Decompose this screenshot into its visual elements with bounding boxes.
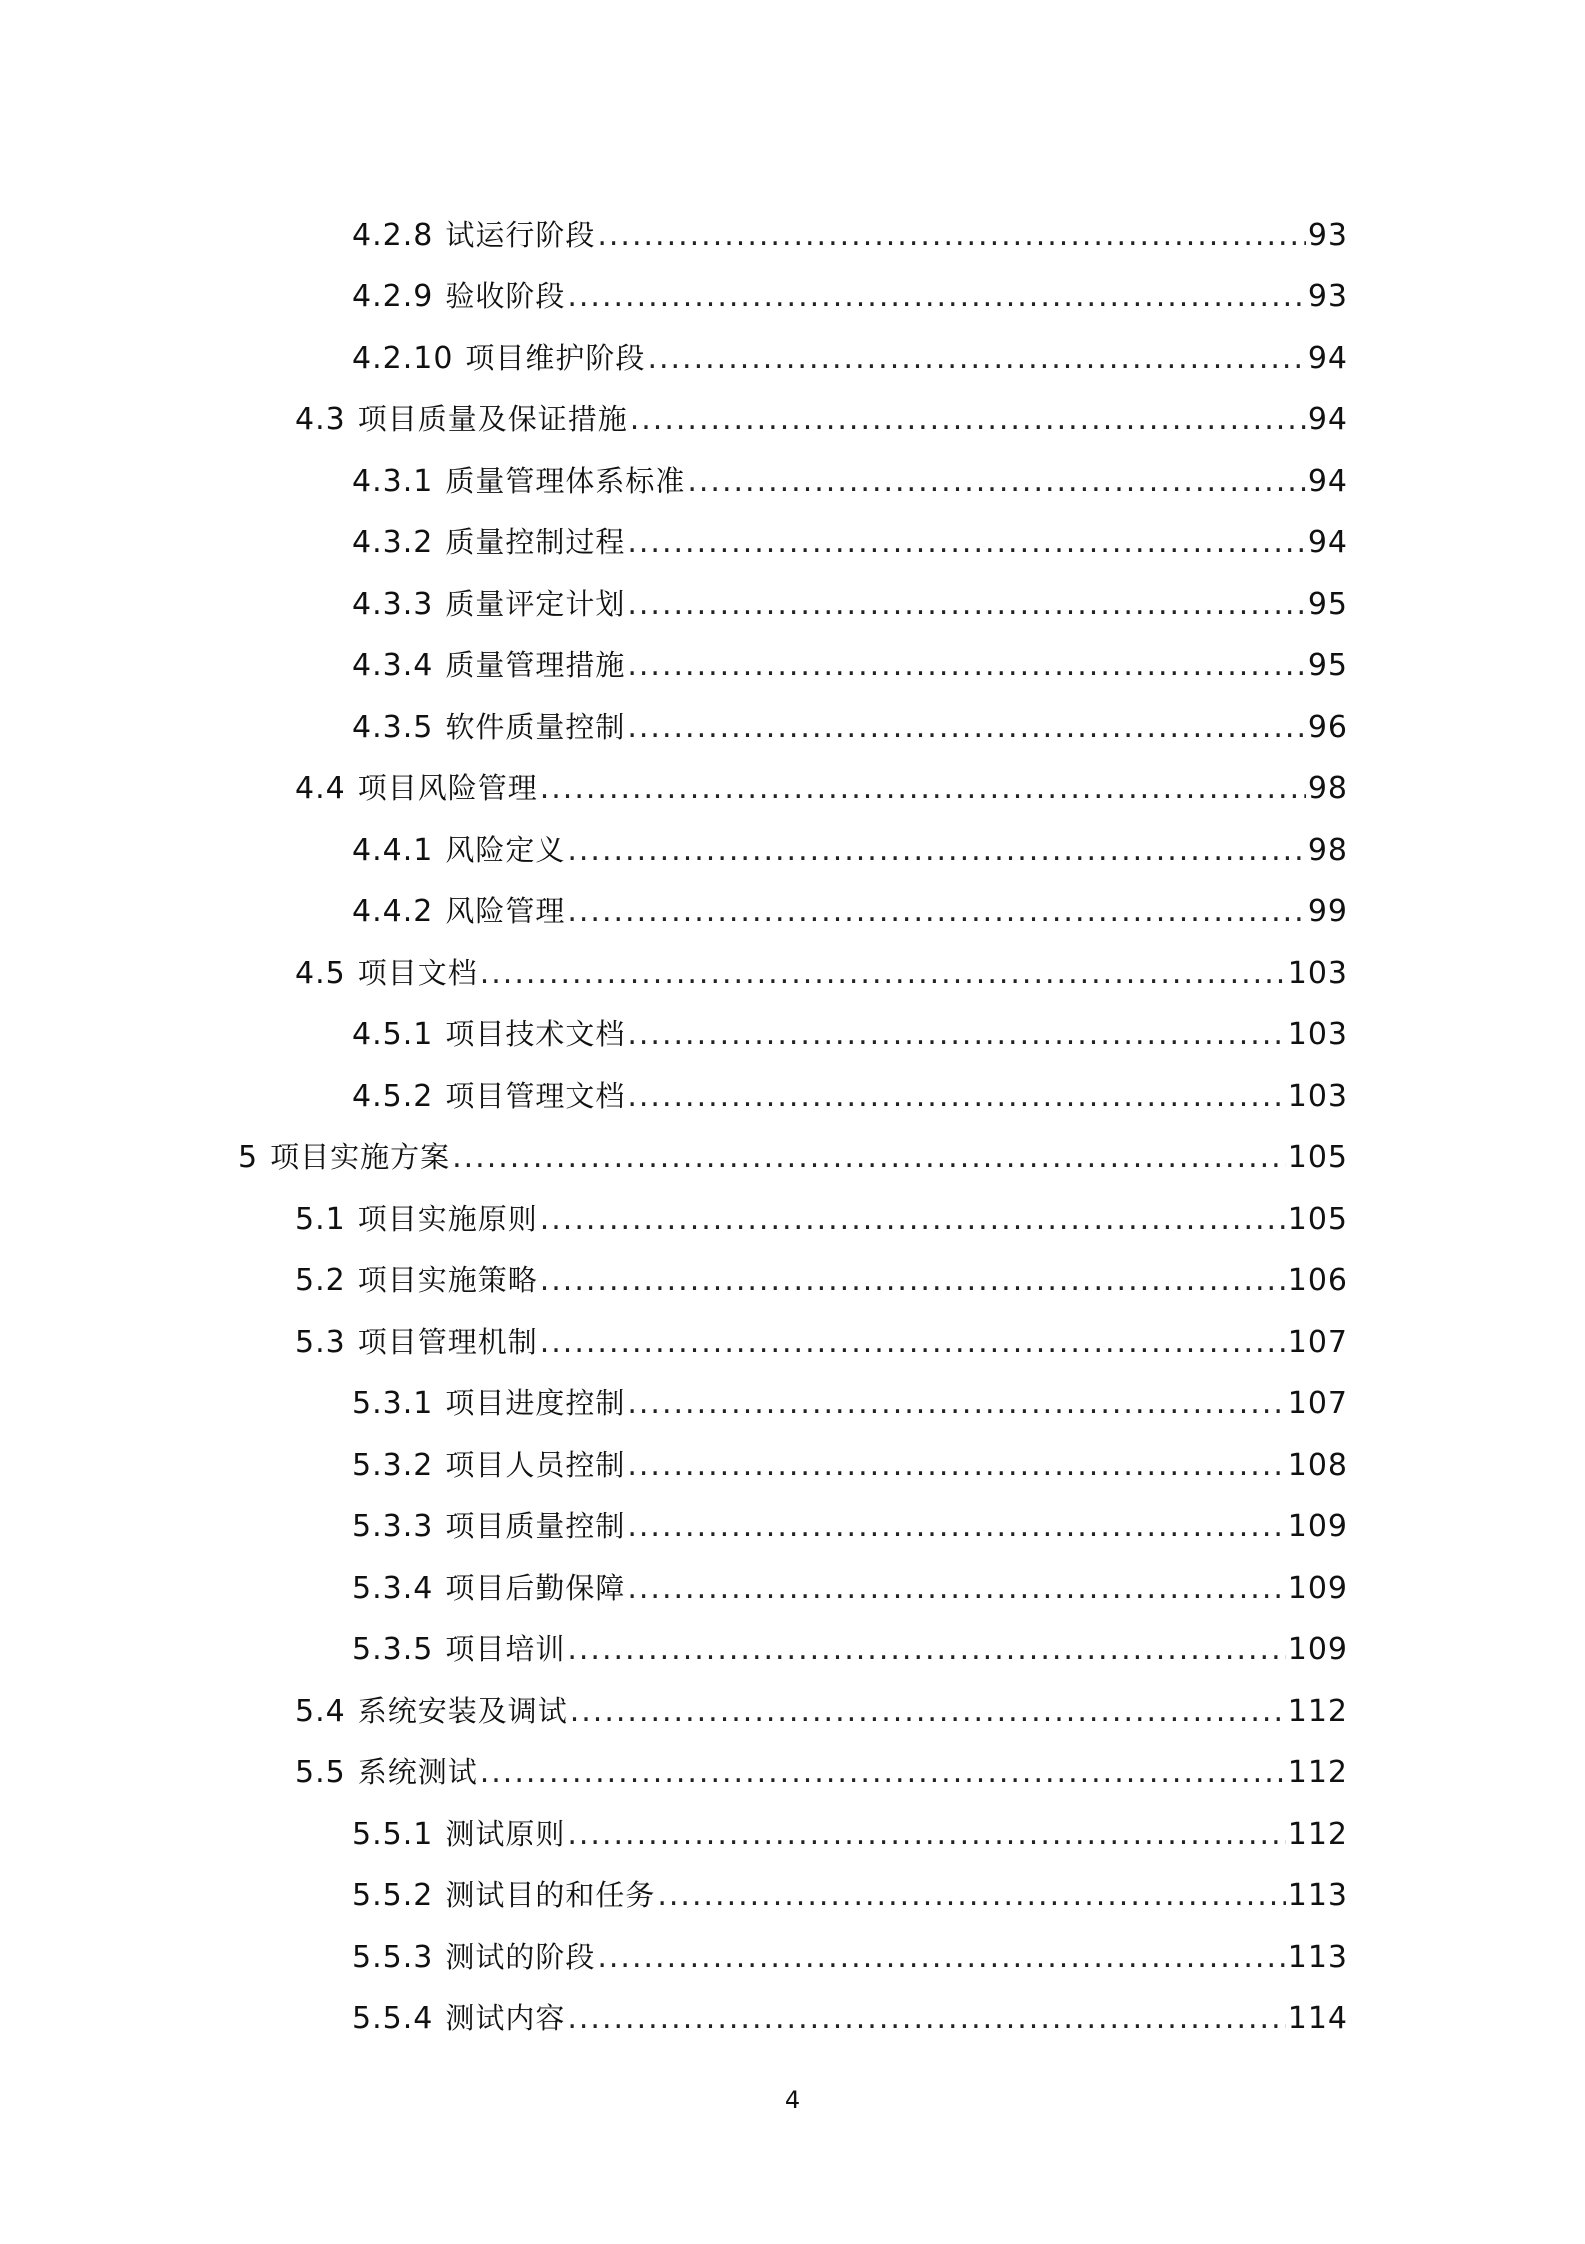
toc-dot-leader [540,774,1306,804]
toc-entry-page-number: 107 [1287,1386,1348,1422]
toc-entry-title: 测试目的和任务 [445,1878,656,1913]
toc-entry[interactable] [0,1558,1585,1620]
toc-entry-page-number: 112 [1287,1693,1348,1729]
toc-dot-leader [480,1758,1286,1788]
toc-entry-content [352,1017,1348,1053]
toc-dot-leader [687,467,1305,497]
toc-dot-leader [597,1943,1285,1973]
toc-entry-number: 5.3 [295,1324,346,1360]
toc-entry-content [352,1570,1348,1606]
toc-entry-content [352,1632,1348,1668]
toc-entry-page-number: 109 [1287,1632,1348,1668]
toc-entry-content [295,1324,1348,1360]
toc-entry[interactable] [0,1804,1585,1866]
toc-entry[interactable] [0,1497,1585,1559]
toc-entry-title: 风险管理 [445,894,566,929]
toc-entry[interactable] [0,1128,1585,1190]
toc-entry[interactable] [0,1312,1585,1374]
toc-entry-title: 项目实施原则 [357,1201,538,1236]
toc-entry-page-number: 107 [1287,1324,1348,1360]
toc-dot-leader [627,1451,1285,1481]
toc-entry-number: 5.3.3 [352,1509,434,1545]
toc-entry-content [352,1386,1348,1422]
toc-entry-title: 质量评定计划 [445,586,626,621]
toc-entry-content [238,1140,1348,1176]
toc-entry-page-number: 112 [1287,1755,1348,1791]
toc-dot-leader [540,1205,1286,1235]
toc-entry-content [352,1078,1348,1114]
toc-entry-content [352,525,1348,561]
toc-dot-leader [627,1082,1285,1112]
toc-entry-title: 质量管理体系标准 [445,463,686,498]
toc-entry-page-number: 108 [1287,1447,1348,1483]
toc-entry-title: 系统安装及调试 [357,1693,568,1728]
toc-entry-page-number: 112 [1287,1816,1348,1852]
toc-entry-page-number: 103 [1287,1017,1348,1053]
toc-entry[interactable] [0,390,1585,452]
toc-entry-title: 质量控制过程 [445,525,626,560]
toc-entry-number: 4.4.1 [352,832,434,868]
toc-entry-number: 4.2.8 [352,217,434,253]
toc-entry-content [352,894,1348,930]
toc-entry[interactable] [0,820,1585,882]
toc-entry-number: 5.3.1 [352,1386,434,1422]
toc-entry-number: 4.2.9 [352,279,434,315]
toc-entry-content [352,217,1348,253]
toc-entry-page-number: 98 [1307,771,1348,807]
toc-entry-number: 4.5 [295,955,346,991]
toc-entry[interactable] [0,574,1585,636]
toc-entry-number: 4.3.1 [352,463,434,499]
toc-entry-title: 项目后勤保障 [445,1570,626,1605]
toc-entry[interactable] [0,205,1585,267]
toc-entry-page-number: 95 [1307,586,1348,622]
toc-entry-page-number: 113 [1287,1939,1348,1975]
toc-entry[interactable] [0,1927,1585,1989]
table-of-contents [0,205,1585,2050]
toc-dot-leader [540,1328,1286,1358]
toc-dot-leader [627,590,1305,620]
toc-entry-content [295,1201,1348,1237]
toc-entry[interactable] [0,328,1585,390]
toc-dot-leader [627,528,1305,558]
toc-entry-page-number: 105 [1287,1140,1348,1176]
toc-entry-title: 风险定义 [445,832,566,867]
toc-entry-content [295,402,1348,438]
toc-dot-leader [597,221,1305,251]
toc-entry-number: 4.4 [295,771,346,807]
toc-entry-title: 质量管理措施 [445,648,626,683]
toc-entry-number: 4.5.2 [352,1078,434,1114]
toc-entry-title: 软件质量控制 [445,709,626,744]
toc-dot-leader [567,282,1305,312]
toc-entry[interactable] [0,1374,1585,1436]
toc-entry-title: 系统测试 [357,1755,478,1790]
toc-entry-content [352,279,1348,315]
toc-entry-content [352,1939,1348,1975]
toc-entry-number: 5.1 [295,1201,346,1237]
toc-entry-content [295,955,1348,991]
toc-entry-page-number: 99 [1307,894,1348,930]
toc-entry-page-number: 94 [1307,402,1348,438]
toc-entry-content [295,1693,1348,1729]
toc-entry[interactable] [0,513,1585,575]
toc-dot-leader [567,897,1305,927]
toc-entry[interactable] [0,636,1585,698]
toc-entry-title: 项目实施策略 [357,1263,538,1298]
toc-entry-title: 项目培训 [445,1632,566,1667]
toc-entry-content [295,1755,1348,1791]
toc-entry-page-number: 109 [1287,1509,1348,1545]
toc-entry-content [352,2001,1348,2037]
toc-entry-number: 5 [238,1140,259,1176]
toc-entry[interactable] [0,1189,1585,1251]
toc-entry-number: 5.2 [295,1263,346,1299]
toc-entry-number: 4.3.4 [352,648,434,684]
toc-entry-title: 项目文档 [357,955,478,990]
toc-entry-page-number: 94 [1307,463,1348,499]
toc-entry-number: 4.2.10 [352,340,454,376]
toc-entry-title: 验收阶段 [445,279,566,314]
toc-entry-number: 4.3.2 [352,525,434,561]
toc-entry[interactable] [0,267,1585,329]
toc-entry-content [352,463,1348,499]
toc-entry-page-number: 103 [1287,955,1348,991]
toc-entry-page-number: 96 [1307,709,1348,745]
toc-entry[interactable] [0,882,1585,944]
toc-entry-number: 5.5.1 [352,1816,434,1852]
toc-dot-leader [567,1635,1285,1665]
toc-entry[interactable] [0,943,1585,1005]
toc-entry-page-number: 93 [1307,279,1348,315]
toc-dot-leader [480,959,1286,989]
toc-entry-content [352,1447,1348,1483]
toc-entry[interactable] [0,1743,1585,1805]
toc-entry-page-number: 94 [1307,340,1348,376]
toc-entry-page-number: 93 [1307,217,1348,253]
toc-entry-number: 4.3.3 [352,586,434,622]
toc-entry-page-number: 105 [1287,1201,1348,1237]
toc-entry-page-number: 113 [1287,1878,1348,1914]
toc-entry-title: 项目管理机制 [357,1324,538,1359]
toc-dot-leader [627,1574,1285,1604]
toc-entry-content [295,771,1348,807]
toc-entry-number: 5.4 [295,1693,346,1729]
toc-entry[interactable] [0,1005,1585,1067]
toc-entry-title: 项目人员控制 [445,1447,626,1482]
toc-entry[interactable] [0,1681,1585,1743]
toc-entry-page-number: 95 [1307,648,1348,684]
toc-entry-page-number: 103 [1287,1078,1348,1114]
toc-entry-content [352,1878,1348,1914]
toc-dot-leader [647,344,1305,374]
toc-entry-number: 4.5.1 [352,1017,434,1053]
page-number: 4 [784,2086,801,2114]
toc-entry-number: 5.5.4 [352,2001,434,2037]
toc-entry-content [352,1509,1348,1545]
toc-entry[interactable] [0,759,1585,821]
toc-dot-leader [452,1143,1286,1173]
toc-entry-title: 测试原则 [445,1816,566,1851]
toc-dot-leader [627,713,1305,743]
toc-entry-title: 项目风险管理 [357,771,538,806]
toc-entry[interactable] [0,1620,1585,1682]
toc-entry-content [352,340,1348,376]
toc-entry-title: 项目进度控制 [445,1386,626,1421]
toc-entry-number: 5.3.5 [352,1632,434,1668]
toc-entry-title: 试运行阶段 [445,217,596,252]
toc-entry[interactable] [0,697,1585,759]
toc-entry-page-number: 114 [1287,2001,1348,2037]
toc-entry-content [352,832,1348,868]
toc-dot-leader [627,1512,1285,1542]
toc-entry[interactable] [0,1866,1585,1928]
toc-entry-content [352,1816,1348,1852]
toc-entry[interactable] [0,1435,1585,1497]
toc-entry-number: 5.3.4 [352,1570,434,1606]
toc-entry[interactable] [0,1989,1585,2051]
toc-entry-number: 5.5.2 [352,1878,434,1914]
toc-entry-number: 5.5.3 [352,1939,434,1975]
toc-dot-leader [627,1020,1285,1050]
toc-entry-title: 测试的阶段 [445,1939,596,1974]
toc-dot-leader [630,405,1306,435]
toc-dot-leader [570,1697,1286,1727]
toc-dot-leader [567,836,1305,866]
toc-entry-page-number: 109 [1287,1570,1348,1606]
toc-entry-content [352,648,1348,684]
toc-dot-leader [567,1820,1285,1850]
toc-entry-title: 项目维护阶段 [465,340,646,375]
toc-dot-leader [567,2004,1285,2034]
toc-entry-title: 项目质量及保证措施 [357,402,628,437]
toc-entry-content [352,709,1348,745]
toc-entry-number: 4.4.2 [352,894,434,930]
toc-entry-title: 项目管理文档 [445,1078,626,1113]
toc-dot-leader [627,651,1305,681]
toc-entry-number: 4.3.5 [352,709,434,745]
toc-entry-title: 测试内容 [445,2001,566,2036]
toc-entry-number: 5.5 [295,1755,346,1791]
toc-entry-page-number: 94 [1307,525,1348,561]
toc-entry[interactable] [0,451,1585,513]
toc-entry-title: 项目实施方案 [270,1140,451,1175]
toc-entry-title: 项目技术文档 [445,1017,626,1052]
toc-entry-page-number: 106 [1287,1263,1348,1299]
toc-entry[interactable] [0,1251,1585,1313]
toc-entry-content [295,1263,1348,1299]
toc-dot-leader [627,1389,1285,1419]
toc-entry-content [352,586,1348,622]
toc-entry-title: 项目质量控制 [445,1509,626,1544]
toc-dot-leader [657,1881,1285,1911]
toc-entry-number: 4.3 [295,402,346,438]
toc-entry-number: 5.3.2 [352,1447,434,1483]
toc-entry[interactable] [0,1066,1585,1128]
toc-entry-page-number: 98 [1307,832,1348,868]
toc-dot-leader [540,1266,1286,1296]
